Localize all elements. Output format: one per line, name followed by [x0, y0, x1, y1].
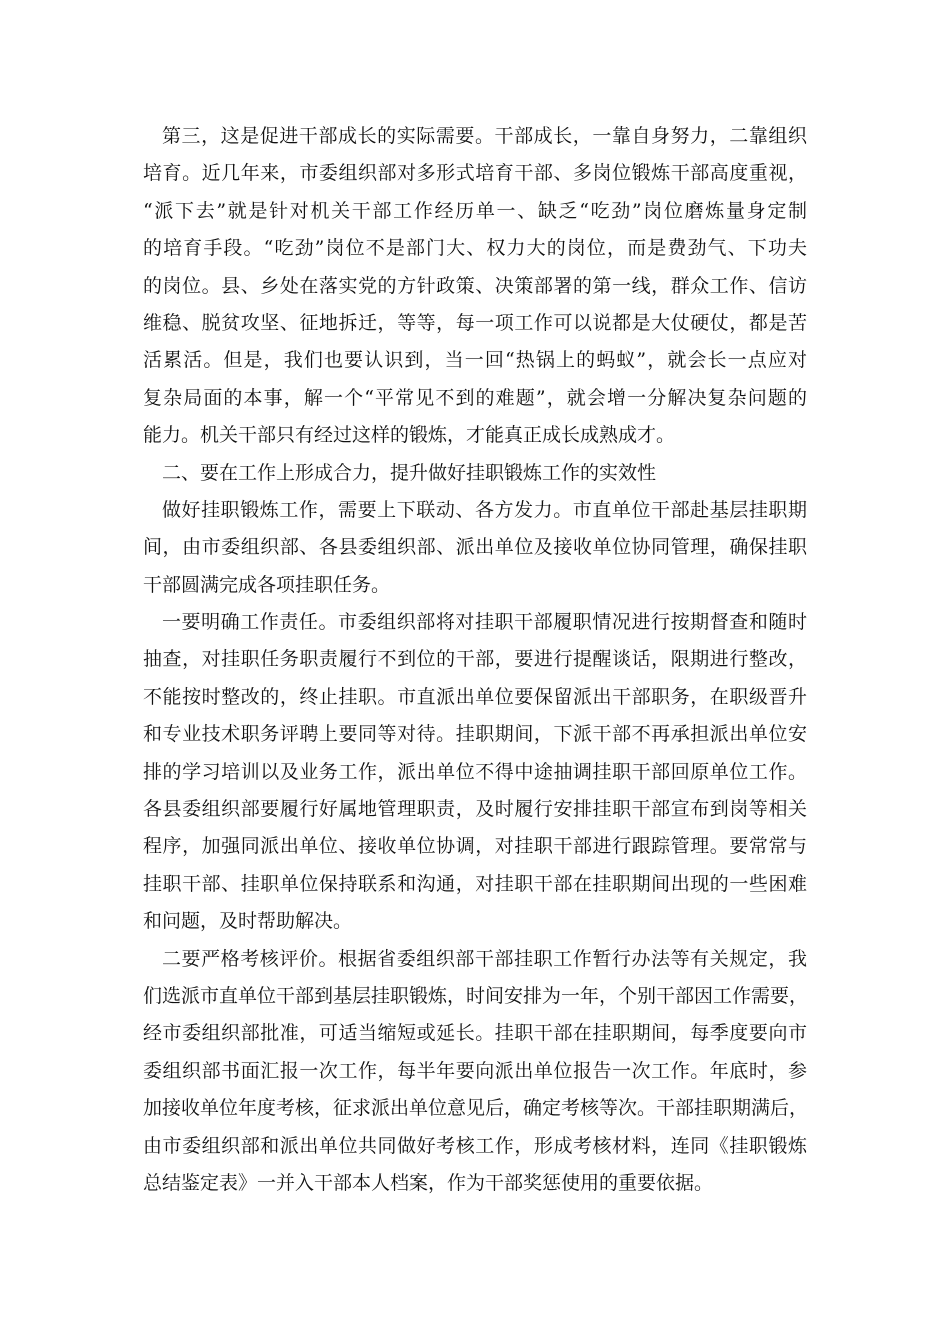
text-line: 维稳、脱贫攻坚、征地拆迁，等等，每一项工作可以说都是大仗硬仗，都是苦 — [143, 311, 807, 334]
text-line: 培育。近几年来，市委组织部对多形式培育干部、多岗位锻炼干部高度重视， — [143, 162, 807, 185]
text-line: 不能按时整改的，终止挂职。市直派出单位要保留派出干部职务，在职级晋升 — [143, 685, 807, 708]
text-line: 的岗位。县、乡处在落实党的方针政策、决策部署的第一线，群众工作、信访 — [143, 274, 807, 297]
text-line: “派下去”就是针对机关干部工作经历单一、缺乏“吃劲”岗位磨炼量身定制 — [143, 199, 807, 222]
text-line: 总结鉴定表》一并入干部本人档案，作为干部奖惩使用的重要依据。 — [143, 1171, 714, 1194]
text-line: 第三，这是促进干部成长的实际需要。干部成长，一靠自身努力，二靠组织 — [162, 125, 807, 147]
text-line: 复杂局面的本事，解一个“平常见不到的难题”，就会增一分解决复杂问题的 — [143, 386, 807, 409]
text-line: 做好挂职锻炼工作，需要上下联动、各方发力。市直单位干部赴基层挂职期 — [162, 498, 807, 521]
text-line: 和问题，及时帮助解决。 — [143, 910, 353, 933]
text-line: 抽查，对挂职任务职责履行不到位的干部，要进行提醒谈话，限期进行整改， — [143, 648, 807, 671]
text-line: 干部圆满完成各项挂职任务。 — [143, 573, 391, 596]
text-line: 由市委组织部和派出单位共同做好考核工作，形成考核材料，连同《挂职锻炼 — [143, 1134, 807, 1157]
text-line: 各县委组织部要履行好属地管理职责，及时履行安排挂职干部宣布到岗等相关 — [143, 798, 807, 821]
text-line: 能力。机关干部只有经过这样的锻炼，才能真正成长成熟成才。 — [143, 424, 676, 447]
text-line: 排的学习培训以及业务工作，派出单位不得中途抽调挂职干部回原单位工作。 — [143, 760, 807, 783]
text-line: 的培育手段。“吃劲”岗位不是部门大、权力大的岗位，而是费劲气、下功夫 — [143, 237, 807, 260]
text-line: 程序，加强同派出单位、接收单位协调，对挂职干部进行跟踪管理。要常常与 — [143, 835, 807, 858]
text-line: 一要明确工作责任。市委组织部将对挂职干部履职情况进行按期督查和随时 — [162, 611, 807, 634]
text-line: 挂职干部、挂职单位保持联系和沟通，对挂职干部在挂职期间出现的一些困难 — [143, 872, 807, 895]
text-line: 间，由市委组织部、各县委组织部、派出单位及接收单位协同管理，确保挂职 — [143, 536, 807, 559]
text-line: 经市委组织部批准，可适当缩短或延长。挂职干部在挂职期间，每季度要向市 — [143, 1022, 807, 1045]
document-body — [143, 118, 807, 1202]
text-line: 们选派市直单位干部到基层挂职锻炼，时间安排为一年，个别干部因工作需要， — [143, 984, 809, 1007]
text-line: 委组织部书面汇报一次工作，每半年要向派出单位报告一次工作。年底时，参 — [143, 1059, 807, 1082]
text-line: 二要严格考核评价。根据省委组织部干部挂职工作暂行办法等有关规定，我 — [162, 947, 807, 970]
text-line: 和专业技术职务评聘上要同等对待。挂职期间，下派干部不再承担派出单位安 — [143, 723, 807, 746]
section-heading: 二、要在工作上形成合力，提升做好挂职锻炼工作的实效性 — [162, 461, 657, 484]
text-line: 活累活。但是，我们也要认识到，当一回“热锅上的蚂蚁”，就会长一点应对 — [143, 349, 807, 372]
text-line: 加接收单位年度考核，征求派出单位意见后，确定考核等次。干部挂职期满后， — [143, 1097, 809, 1120]
